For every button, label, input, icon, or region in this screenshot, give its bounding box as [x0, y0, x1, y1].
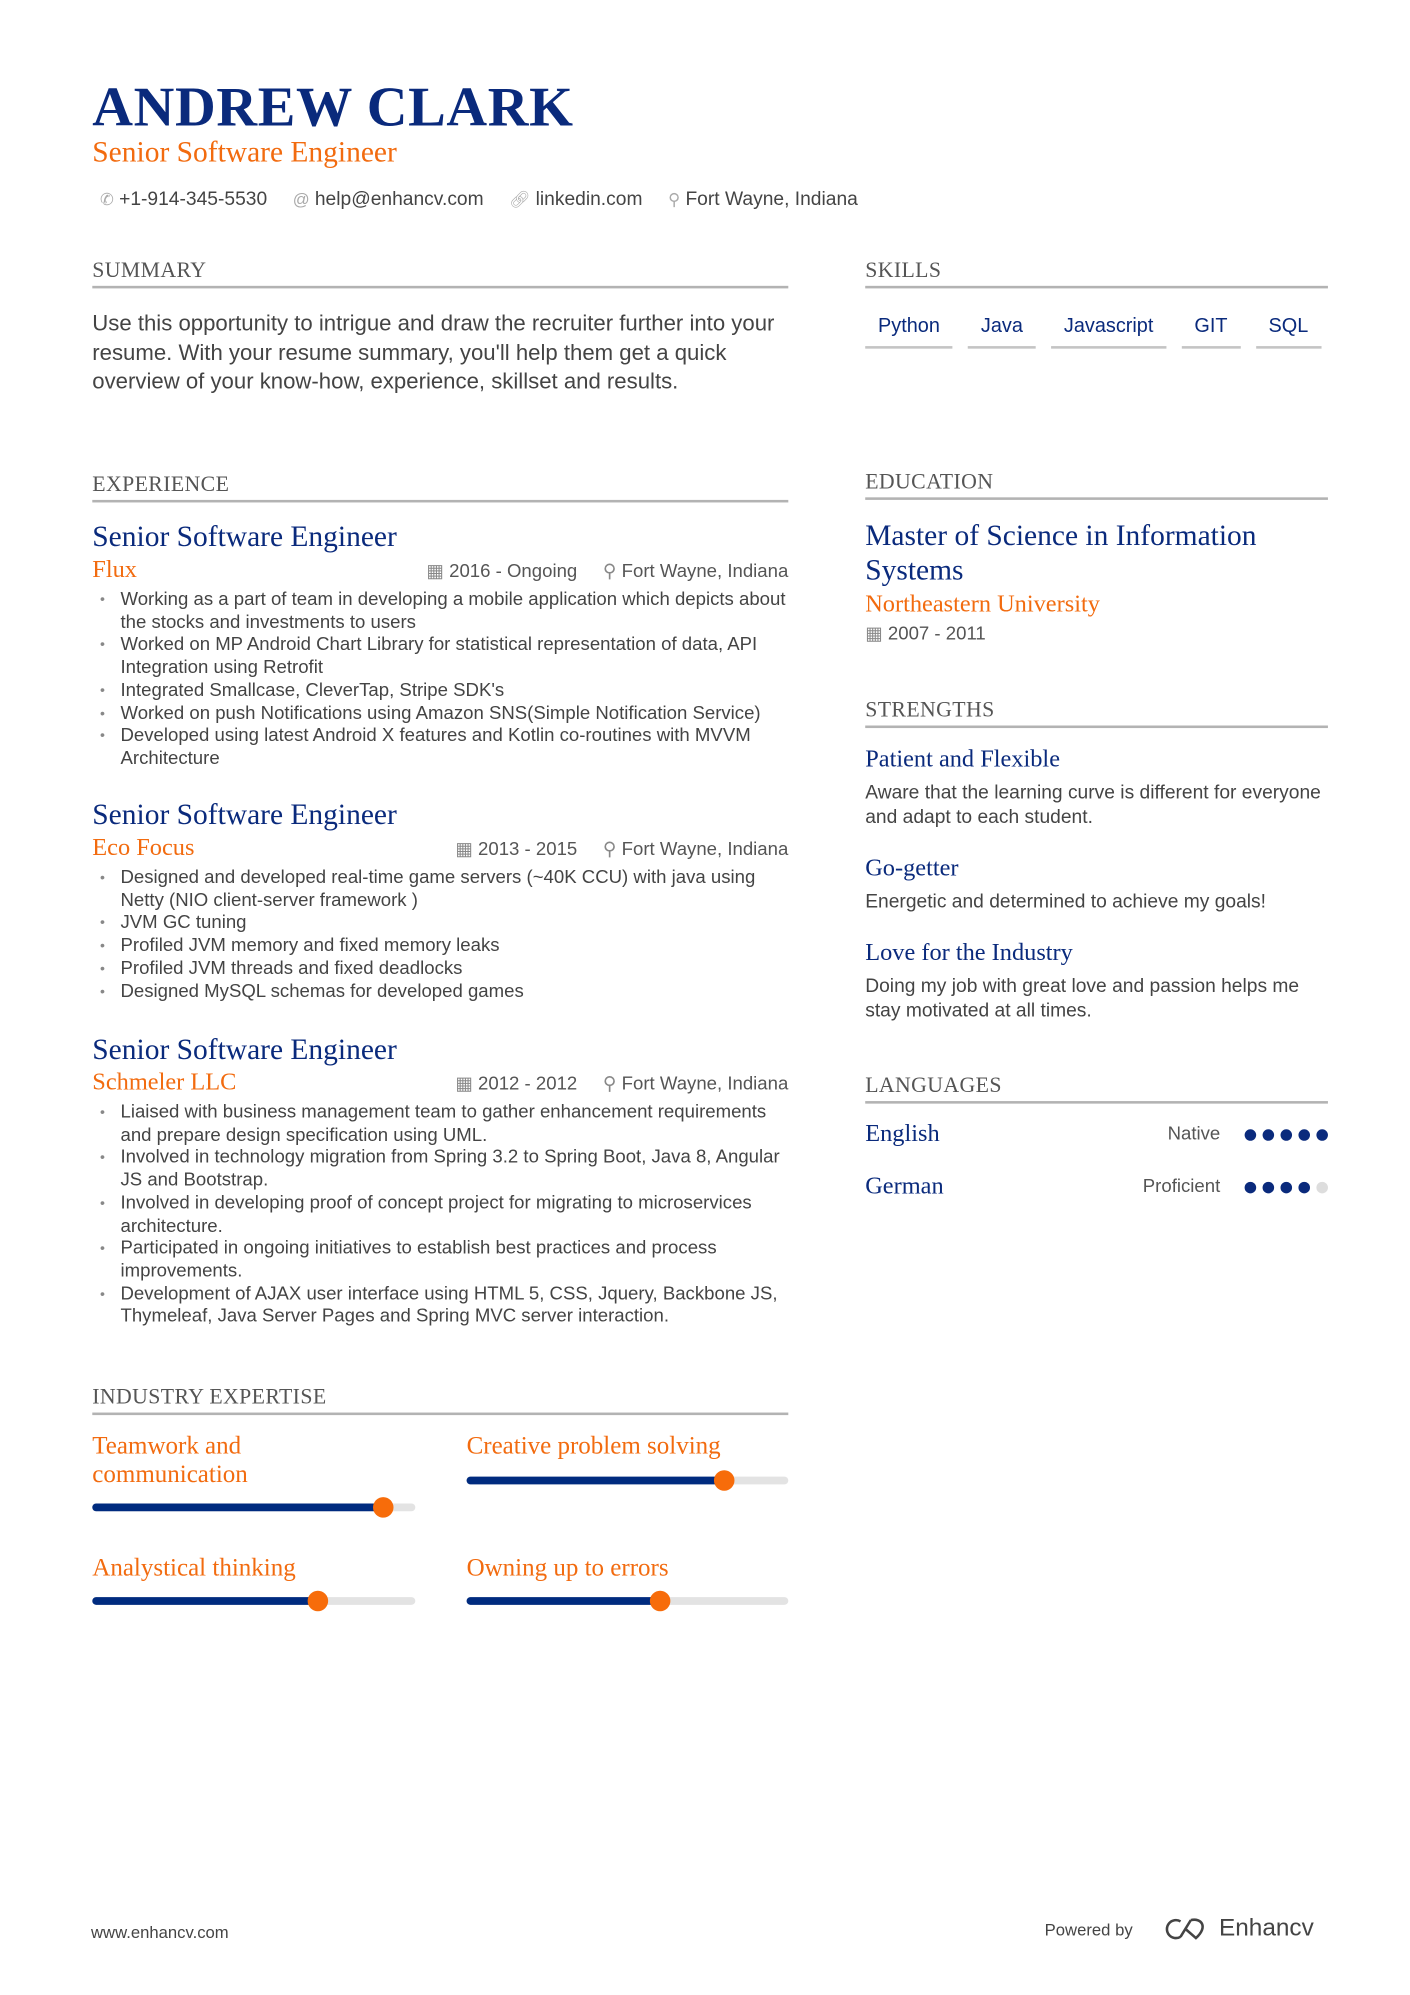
strengths-heading: STRENGTHS: [865, 697, 1328, 728]
contact-linkedin[interactable]: [509, 188, 642, 210]
linkedin-text: linkedin.com: [535, 188, 643, 211]
summary-text: Use this opportunity to intrigue and draw the recruiter further into your resume. With your resume summary, you'll help them get a quick overview of your know-how, experience, skillset and results.: [92, 310, 775, 394]
skill-tag: SQL: [1256, 313, 1321, 349]
location-text: Fort Wayne, Indiana: [685, 188, 858, 211]
candidate-name: ANDREW CLARK: [92, 75, 574, 139]
skills-list: [865, 313, 1328, 371]
expertise-bar: [92, 1597, 415, 1605]
school: Northeastern University: [865, 590, 1100, 618]
location-icon: ⚲: [602, 1074, 617, 1095]
email-text: help@enhancv.com: [314, 188, 484, 211]
company-name: Flux: [92, 556, 137, 584]
summary-heading: SUMMARY: [92, 258, 788, 289]
bullet-item: • Profiled JVM threads and fixed deadlocks: [120, 959, 788, 982]
bullet-item: • JVM GC tuning: [120, 913, 788, 936]
bar-knob: [714, 1470, 735, 1491]
location-icon: ⚲: [668, 189, 681, 209]
skill-tag: Javascript: [1051, 313, 1166, 349]
job-entry: [92, 520, 788, 771]
bar-fill: [92, 1597, 318, 1605]
strength-desc: Aware that the learning curve is different for everyone and adapt to each student.: [865, 781, 1321, 829]
strength-desc: Doing my job with great love and passion helps me stay motivated at all times.: [865, 975, 1300, 1022]
level-dot: [1298, 1129, 1310, 1141]
bullet-item: • Participated in ongoing initiatives to establish best practices and process improvements.: [120, 1238, 788, 1283]
skills-heading: SKILLS: [865, 258, 1328, 289]
expertise-item: [92, 1555, 415, 1619]
level-dot: [1281, 1181, 1293, 1193]
strength-item: [865, 855, 1328, 914]
level-dot: [1245, 1129, 1257, 1141]
level-dot: [1316, 1129, 1328, 1141]
language-level: Native: [1167, 1124, 1221, 1145]
language-row: [865, 1173, 1328, 1201]
brand-name: Enhancv: [1218, 1915, 1314, 1942]
bullet-item: • Liaised with business management team to gather enhancement requirements and prepare design specification using UML.: [120, 1102, 788, 1147]
calendar-icon: ▦: [865, 624, 883, 645]
bar-fill: [92, 1504, 383, 1512]
level-dot: [1316, 1181, 1328, 1193]
strength-item: [865, 940, 1328, 1023]
job-dates: 2016 - Ongoing: [449, 561, 578, 582]
expertise-heading: INDUSTRY EXPERTISE: [92, 1384, 788, 1415]
bullet-item: • Profiled JVM memory and fixed memory leaks: [120, 936, 788, 959]
bar-knob: [308, 1591, 329, 1612]
enhancv-logo[interactable]: [1163, 1915, 1314, 1943]
calendar-icon: ▦: [455, 1074, 473, 1095]
strength-title: Patient and Flexible: [865, 746, 1061, 773]
language-row: [865, 1120, 1328, 1148]
language-name: German: [865, 1172, 944, 1200]
skill-tag: Java: [968, 313, 1036, 349]
powered-by: Powered by: [1044, 1920, 1133, 1940]
job-dates: 2013 - 2015: [478, 839, 578, 861]
bullet-item: • Worked on push Notifications using Amazon SNS(Simple Notification Service): [120, 703, 788, 726]
level-dot: [1245, 1181, 1257, 1193]
location-icon: ⚲: [602, 839, 617, 861]
strength-desc: Energetic and determined to achieve my goals!: [865, 890, 1267, 913]
expertise-bar: [467, 1477, 789, 1485]
bullet-item: • Working as a part of team in developing a mobile application which depicts about the stocks and investments to users: [120, 590, 788, 635]
skill-tag: GIT: [1182, 313, 1241, 349]
job-title: Senior Software Engineer: [92, 798, 397, 831]
company-name: Eco Focus: [92, 834, 195, 862]
language-level: Proficient: [1142, 1176, 1221, 1198]
enhancv-logo-icon: [1163, 1916, 1209, 1942]
bullet-item: • Designed MySQL schemas for developed games: [120, 981, 788, 1004]
language-name: English: [865, 1120, 940, 1148]
strength-item: [865, 746, 1328, 829]
education-dates: 2007 - 2011: [887, 624, 986, 645]
job-title: Senior Software Engineer: [92, 520, 397, 553]
bullet-item: • Worked on MP Android Chart Library for statistical representation of data, API Integration using Retrofit: [120, 635, 788, 680]
phone-text: +1-914-345-5530: [119, 188, 268, 211]
bullet-item: • Involved in developing proof of concept project for migrating to microservices architecture.: [120, 1193, 788, 1238]
expertise-item: [92, 1433, 415, 1523]
bar-knob: [649, 1591, 670, 1612]
job-bullets: [92, 868, 788, 1004]
level-dot: [1263, 1181, 1275, 1193]
location-icon: ⚲: [602, 561, 617, 582]
expertise-item: [467, 1433, 789, 1497]
expertise-label: Owning up to errors: [466, 1554, 669, 1582]
calendar-icon: ▦: [455, 839, 473, 861]
bar-fill: [467, 1597, 660, 1605]
bullet-item: • Integrated Smallcase, CleverTap, Stripe SDK's: [120, 680, 788, 703]
job-bullets: [92, 590, 788, 772]
phone-icon: ✆: [99, 189, 114, 209]
language-dots: [1238, 1129, 1328, 1141]
expertise-label: Creative problem solving: [466, 1433, 721, 1460]
bullet-item: • Development of AJAX user interface using HTML 5, CSS, Jquery, Backbone JS, Thymeleaf, Java Server Pages and Spring MVC server interaction.: [120, 1284, 788, 1329]
job-bullets: [92, 1102, 788, 1329]
calendar-icon: ▦: [426, 561, 444, 582]
contact-email[interactable]: [293, 188, 484, 210]
job-title: Senior Software Engineer: [92, 1033, 397, 1066]
language-dots: [1238, 1181, 1328, 1193]
expertise-label: Teamwork and communication: [92, 1433, 248, 1489]
contact-phone[interactable]: [100, 188, 267, 210]
expertise-item: [467, 1555, 789, 1619]
strength-title: Love for the Industry: [865, 939, 1073, 967]
contact-location: [668, 188, 858, 210]
bullet-item: • Designed and developed real-time game servers (~40K CCU) with java using Netty (NIO client-server framework ): [120, 868, 788, 913]
bar-fill: [467, 1477, 724, 1485]
level-dot: [1281, 1129, 1293, 1141]
level-dot: [1263, 1129, 1275, 1141]
contact-bar: [100, 188, 858, 210]
degree: Master of Science in Information Systems: [865, 519, 1257, 586]
at-icon: @: [292, 189, 310, 209]
company-name: Schmeler LLC: [92, 1069, 237, 1096]
job-location: Fort Wayne, Indiana: [621, 839, 789, 861]
education-heading: EDUCATION: [865, 469, 1328, 500]
skill-tag: Python: [865, 313, 953, 349]
job-entry: [92, 1033, 788, 1329]
bar-knob: [373, 1497, 394, 1518]
education-entry: [865, 518, 1328, 645]
footer-url[interactable]: www.enhancv.com: [91, 1922, 229, 1942]
experience-heading: EXPERIENCE: [92, 472, 788, 503]
expertise-bar: [467, 1597, 789, 1605]
job-entry: [92, 799, 788, 1004]
expertise-bar: [92, 1504, 415, 1512]
candidate-title: Senior Software Engineer: [92, 135, 397, 168]
job-location: Fort Wayne, Indiana: [621, 1074, 789, 1095]
level-dot: [1298, 1181, 1310, 1193]
expertise-label: Analystical thinking: [92, 1554, 296, 1582]
job-dates: 2012 - 2012: [478, 1074, 578, 1095]
bullet-item: • Involved in technology migration from Spring 3.2 to Spring Boot, Java 8, Angular JS and Bootstrap.: [120, 1148, 788, 1193]
strength-title: Go-getter: [865, 854, 959, 882]
bullet-item: • Developed using latest Android X features and Kotlin co-routines with MVVM Architecture: [120, 726, 788, 771]
job-location: Fort Wayne, Indiana: [621, 561, 789, 582]
link-icon: 🔗︎: [509, 189, 531, 209]
languages-heading: LANGUAGES: [865, 1073, 1328, 1104]
